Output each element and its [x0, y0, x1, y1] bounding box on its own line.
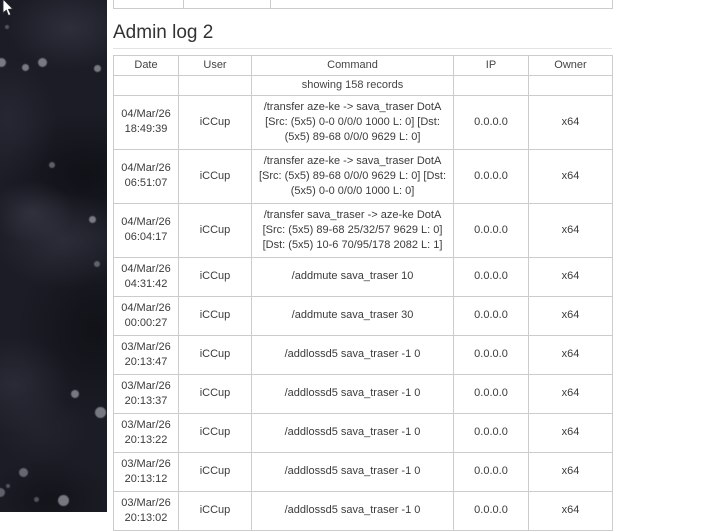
- header-date: Date: [114, 55, 179, 75]
- cell-owner: x64: [529, 257, 613, 296]
- cell-date: 04/Mar/26 06:04:17: [114, 203, 179, 257]
- previous-table-partial: [113, 0, 613, 9]
- cell-user: iCCup: [179, 452, 252, 491]
- snow-particle: [22, 64, 29, 71]
- cell-command: /addlossd5 sava_traser -1 0: [252, 452, 454, 491]
- cell-date: 03/Mar/26 20:13:12: [114, 452, 179, 491]
- cell-owner: x64: [529, 95, 613, 149]
- cell-owner: x64: [529, 452, 613, 491]
- header-owner: Owner: [529, 55, 613, 75]
- snow-particle: [49, 162, 55, 168]
- cell-owner: x64: [529, 491, 613, 530]
- page-title: Admin log 2: [113, 22, 612, 49]
- snow-particle: [89, 216, 96, 223]
- background-art: [0, 0, 107, 512]
- cell-owner: x64: [529, 374, 613, 413]
- snow-particle: [58, 495, 69, 506]
- cell-user: iCCup: [179, 95, 252, 149]
- cell-command: /transfer sava_traser -> aze-ke DotA [Src: (5x5) 89-68 25/32/57 9629 L: 0] [Dst: (5x5) 10-6 70/95/178 2082 L: 1]: [252, 203, 454, 257]
- snow-particle: [94, 65, 101, 72]
- cell-command: /addlossd5 sava_traser -1 0: [252, 491, 454, 530]
- cell-command: /addlossd5 sava_traser -1 0: [252, 335, 454, 374]
- snow-particle: [34, 497, 39, 502]
- snow-particle: [0, 58, 6, 67]
- snow-particle: [94, 261, 100, 267]
- cell-ip: 0.0.0.0: [454, 203, 529, 257]
- cell-owner: x64: [529, 413, 613, 452]
- cell-ip: 0.0.0.0: [454, 491, 529, 530]
- summary-row: [114, 75, 613, 95]
- cell-command: /addmute sava_traser 30: [252, 296, 454, 335]
- cell-user: iCCup: [179, 203, 252, 257]
- header-ip: IP: [454, 55, 529, 75]
- cell-owner: x64: [529, 335, 613, 374]
- table-row: [114, 203, 613, 257]
- cell-date: 03/Mar/26 20:13:22: [114, 413, 179, 452]
- cell-command: /transfer aze-ke -> sava_traser DotA [Src: (5x5) 89-68 0/0/0 9629 L: 0] [Dst: (5x5) 0-0 0/0/0 1000 L: 0]: [252, 149, 454, 203]
- content-area: [107, 0, 718, 524]
- header-command: Command: [252, 55, 454, 75]
- snow-particle: [71, 390, 79, 398]
- table-row: [114, 413, 613, 452]
- records-count: showing 158 records: [252, 75, 454, 95]
- cell-owner: x64: [529, 296, 613, 335]
- cell-ip: 0.0.0.0: [454, 149, 529, 203]
- snow-particle: [95, 407, 106, 418]
- cell-user: iCCup: [179, 491, 252, 530]
- table-header-row: [114, 55, 613, 75]
- mouse-cursor-icon: [1, 0, 15, 19]
- cell-command: /addlossd5 sava_traser -1 0: [252, 413, 454, 452]
- cell-date: 04/Mar/26 06:51:07: [114, 149, 179, 203]
- table-row: [114, 257, 613, 296]
- table-row: [114, 95, 613, 149]
- cell-owner: x64: [529, 203, 613, 257]
- cell-command: /addlossd5 sava_traser -1 0: [252, 374, 454, 413]
- cell-user: iCCup: [179, 257, 252, 296]
- table-row: [114, 0, 613, 8]
- snow-particle: [0, 488, 5, 497]
- snow-particle: [38, 58, 47, 67]
- cell-ip: 0.0.0.0: [454, 95, 529, 149]
- cell-user: iCCup: [179, 149, 252, 203]
- table-row: [114, 374, 613, 413]
- cell-ip: 0.0.0.0: [454, 452, 529, 491]
- cell-ip: 0.0.0.0: [454, 413, 529, 452]
- table-row: [114, 149, 613, 203]
- table-row: [114, 452, 613, 491]
- snow-particle: [6, 484, 10, 488]
- cell-date: 04/Mar/26 18:49:39: [114, 95, 179, 149]
- table-row: [114, 491, 613, 530]
- cell-ip: 0.0.0.0: [454, 374, 529, 413]
- cell-command: /transfer aze-ke -> sava_traser DotA [Src: (5x5) 0-0 0/0/0 1000 L: 0] [Dst: (5x5) 89-68 0/0/0 9629 L: 0]: [252, 95, 454, 149]
- cell-ip: 0.0.0.0: [454, 296, 529, 335]
- admin-log-table: [113, 55, 613, 531]
- cell-date: 04/Mar/26 04:31:42: [114, 257, 179, 296]
- cell-user: iCCup: [179, 296, 252, 335]
- cell-date: 03/Mar/26 20:13:02: [114, 491, 179, 530]
- cell-user: iCCup: [179, 335, 252, 374]
- snow-particle: [5, 25, 9, 29]
- snow-particle: [19, 468, 28, 477]
- cell-user: iCCup: [179, 413, 252, 452]
- cell-ip: 0.0.0.0: [454, 335, 529, 374]
- cell-owner: x64: [529, 149, 613, 203]
- cell-date: 04/Mar/26 00:00:27: [114, 296, 179, 335]
- cell-user: iCCup: [179, 374, 252, 413]
- table-row: [114, 335, 613, 374]
- cell-date: 03/Mar/26 20:13:47: [114, 335, 179, 374]
- table-row: [114, 296, 613, 335]
- cell-date: 03/Mar/26 20:13:37: [114, 374, 179, 413]
- cell-ip: 0.0.0.0: [454, 257, 529, 296]
- header-user: User: [179, 55, 252, 75]
- cell-command: /addmute sava_traser 10: [252, 257, 454, 296]
